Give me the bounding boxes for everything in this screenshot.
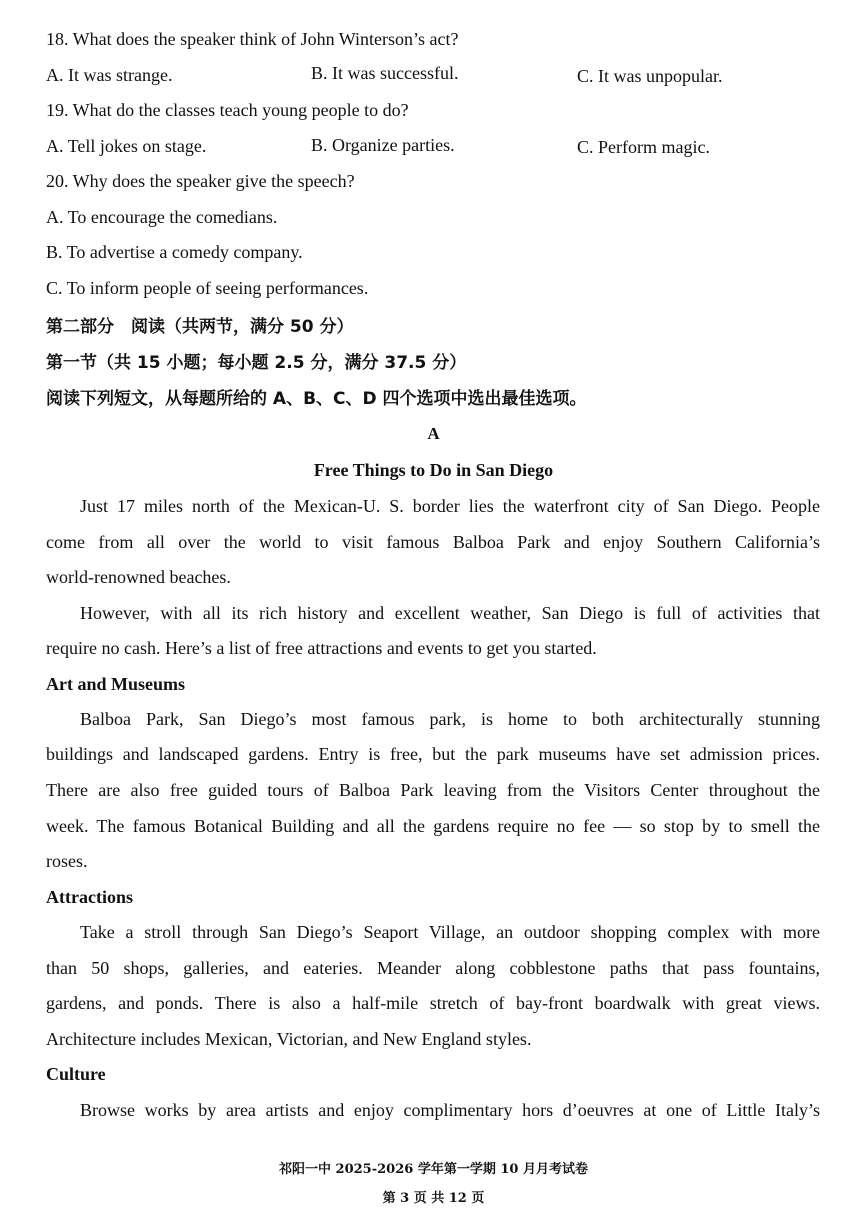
- question-19-option-b: B. Organize parties.: [311, 135, 455, 155]
- intro-p1-line-3: world-renowned beaches.: [46, 567, 231, 587]
- passage-label: A: [427, 424, 440, 443]
- footer-page-info: 第 3 页 共 12 页: [382, 1191, 485, 1206]
- art-p-line-4: week. The famous Botanical Building and all the gardens require no fee — so stop by to smell the: [46, 816, 820, 836]
- attractions-p-line-3: gardens, and ponds. There is also a half-mile stretch of bay-front boardwalk with great views.: [46, 993, 820, 1013]
- attractions-heading: Attractions: [46, 887, 133, 907]
- attractions-p-line-2: than 50 shops, galleries, and eateries. Meander along cobblestone paths that pass fountains,: [46, 958, 820, 978]
- question-20-option-b: B. To advertise a comedy company.: [46, 242, 303, 262]
- question-19-option-a: A. Tell jokes on stage.: [46, 136, 207, 156]
- footer-exam-title: 祁阳一中 2025-2026 学年第一学期 10 月月考试卷: [279, 1162, 588, 1177]
- art-p-line-3: There are also free guided tours of Balboa Park leaving from the Visitors Center throughout the: [46, 780, 820, 800]
- intro-p2-line-2: require no cash. Here’s a list of free attractions and events to get you started.: [46, 638, 597, 658]
- intro-p2-line-1: However, with all its rich history and excellent weather, San Diego is full of activities that: [80, 603, 820, 623]
- question-18-option-a: A. It was strange.: [46, 65, 173, 85]
- question-20-stem: 20. Why does the speaker give the speech?: [46, 171, 355, 191]
- question-20-option-a: A. To encourage the comedians.: [46, 207, 278, 227]
- question-20-option-c: C. To inform people of seeing performances.: [46, 278, 369, 298]
- art-p-line-5: roses.: [46, 851, 88, 871]
- question-18-option-c: C. It was unpopular.: [577, 66, 723, 86]
- intro-p1-line-2: come from all over the world to visit famous Balboa Park and enjoy Southern California’s: [46, 532, 820, 552]
- art-museums-heading: Art and Museums: [46, 674, 186, 694]
- culture-p-line-1: Browse works by area artists and enjoy complimentary hors d’oeuvres at one of Little Italy’s: [80, 1100, 820, 1120]
- instruction-text: 阅读下列短文，从每题所给的 A、B、C、D 四个选项中选出最佳选项。: [46, 389, 587, 409]
- subsection-title: 第一节（共 15 小题；每小题 2.5 分，满分 37.5 分）: [46, 353, 467, 373]
- art-p-line-2: buildings and landscaped gardens. Entry is free, but the park museums have set admission prices.: [46, 744, 820, 764]
- attractions-p-line-4: Architecture includes Mexican, Victorian, and New England styles.: [46, 1029, 532, 1049]
- question-19-stem: 19. What do the classes teach young people to do?: [46, 100, 409, 120]
- art-p-line-1: Balboa Park, San Diego’s most famous park, is home to both architecturally stunning: [80, 709, 820, 729]
- passage-title: Free Things to Do in San Diego: [313, 460, 554, 480]
- attractions-p-line-1: Take a stroll through San Diego’s Seaport Village, an outdoor shopping complex with more: [80, 922, 820, 942]
- question-18-stem: 18. What does the speaker think of John Winterson’s act?: [46, 29, 459, 49]
- question-19-option-c: C. Perform magic.: [577, 137, 710, 157]
- intro-p1-line-1: Just 17 miles north of the Mexican-U. S. border lies the waterfront city of San Diego. People: [80, 496, 820, 516]
- question-18-option-b: B. It was successful.: [311, 63, 459, 83]
- culture-heading: Culture: [46, 1064, 106, 1084]
- part-title: 第二部分 阅读（共两节，满分 50 分）: [46, 317, 354, 337]
